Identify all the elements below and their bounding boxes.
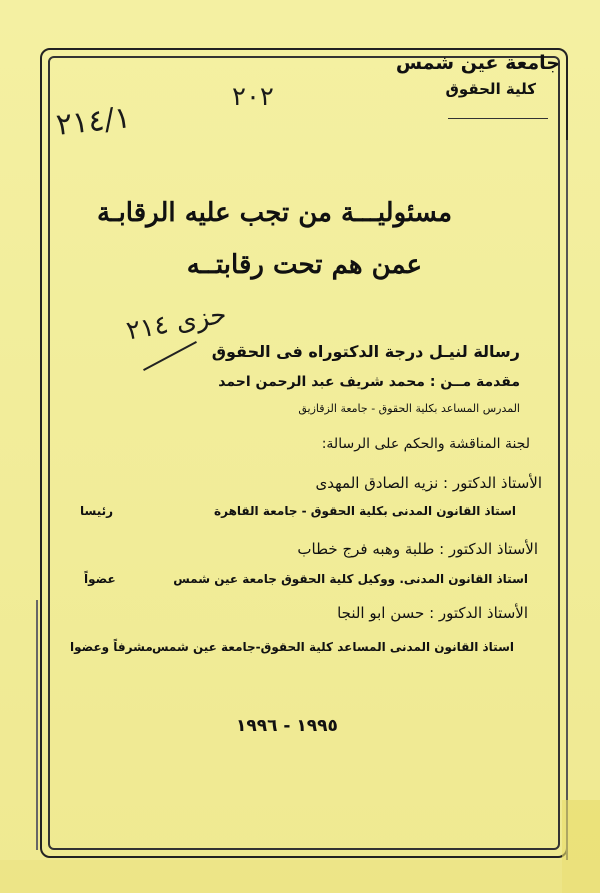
committee-member-2-position: استاذ القانون المدنى. ووكيل كلية الحقوق جامعة عين شمس <box>173 572 528 586</box>
committee-member-1-position: استاذ القانون المدنى بكلية الحقوق - جامعة القاهرة <box>214 504 516 518</box>
paper-edge-shading <box>0 860 600 893</box>
header-divider <box>448 118 548 119</box>
handwritten-number: ٢٠٢ <box>232 82 274 112</box>
faculty-name: كلية الحقوق <box>445 80 536 98</box>
thesis-title-line-1: مسئوليـــة من تجب عليه الرقابـة <box>97 198 452 228</box>
handwritten-mark: حزى ٢١٤ <box>124 299 229 347</box>
committee-member-2-name: الأستاذ الدكتور : طلبة وهبه فرج خطاب <box>297 540 538 558</box>
academic-years: ١٩٩٥ - ١٩٩٦ <box>236 716 338 736</box>
thesis-title-line-2: عمن هم تحت رقابتــه <box>186 250 422 280</box>
presenter-line: مقدمة مــن : محمد شريف عبد الرحمن احمد <box>218 374 520 390</box>
committee-member-3-name: الأستاذ الدكتور : حسن ابو النجا <box>337 604 528 622</box>
handwritten-code: ٢١٤/١ <box>54 100 133 143</box>
border-line-right <box>566 140 568 860</box>
border-line-left <box>36 600 38 850</box>
committee-member-3-role: مشرفاً وعضوا <box>70 640 153 654</box>
thesis-purpose: رسالة لنيـل درجة الدكتوراه فى الحقوق <box>211 342 520 361</box>
committee-label: لجنة المناقشة والحكم على الرسالة: <box>321 436 530 452</box>
committee-member-1-name: الأستاذ الدكتور : نزيه الصادق المهدى <box>315 474 542 492</box>
committee-member-3-position: استاذ القانون المدنى المساعد كلية الحقوق-جامعة عين شمس <box>151 640 514 654</box>
committee-member-1-role: رئيسا <box>80 504 114 518</box>
presenter-role: المدرس المساعد بكلية الحقوق - جامعة الزقازيق <box>298 402 520 415</box>
university-name: جامعة عين شمس <box>395 52 560 74</box>
committee-member-2-role: عضواً <box>84 572 116 586</box>
